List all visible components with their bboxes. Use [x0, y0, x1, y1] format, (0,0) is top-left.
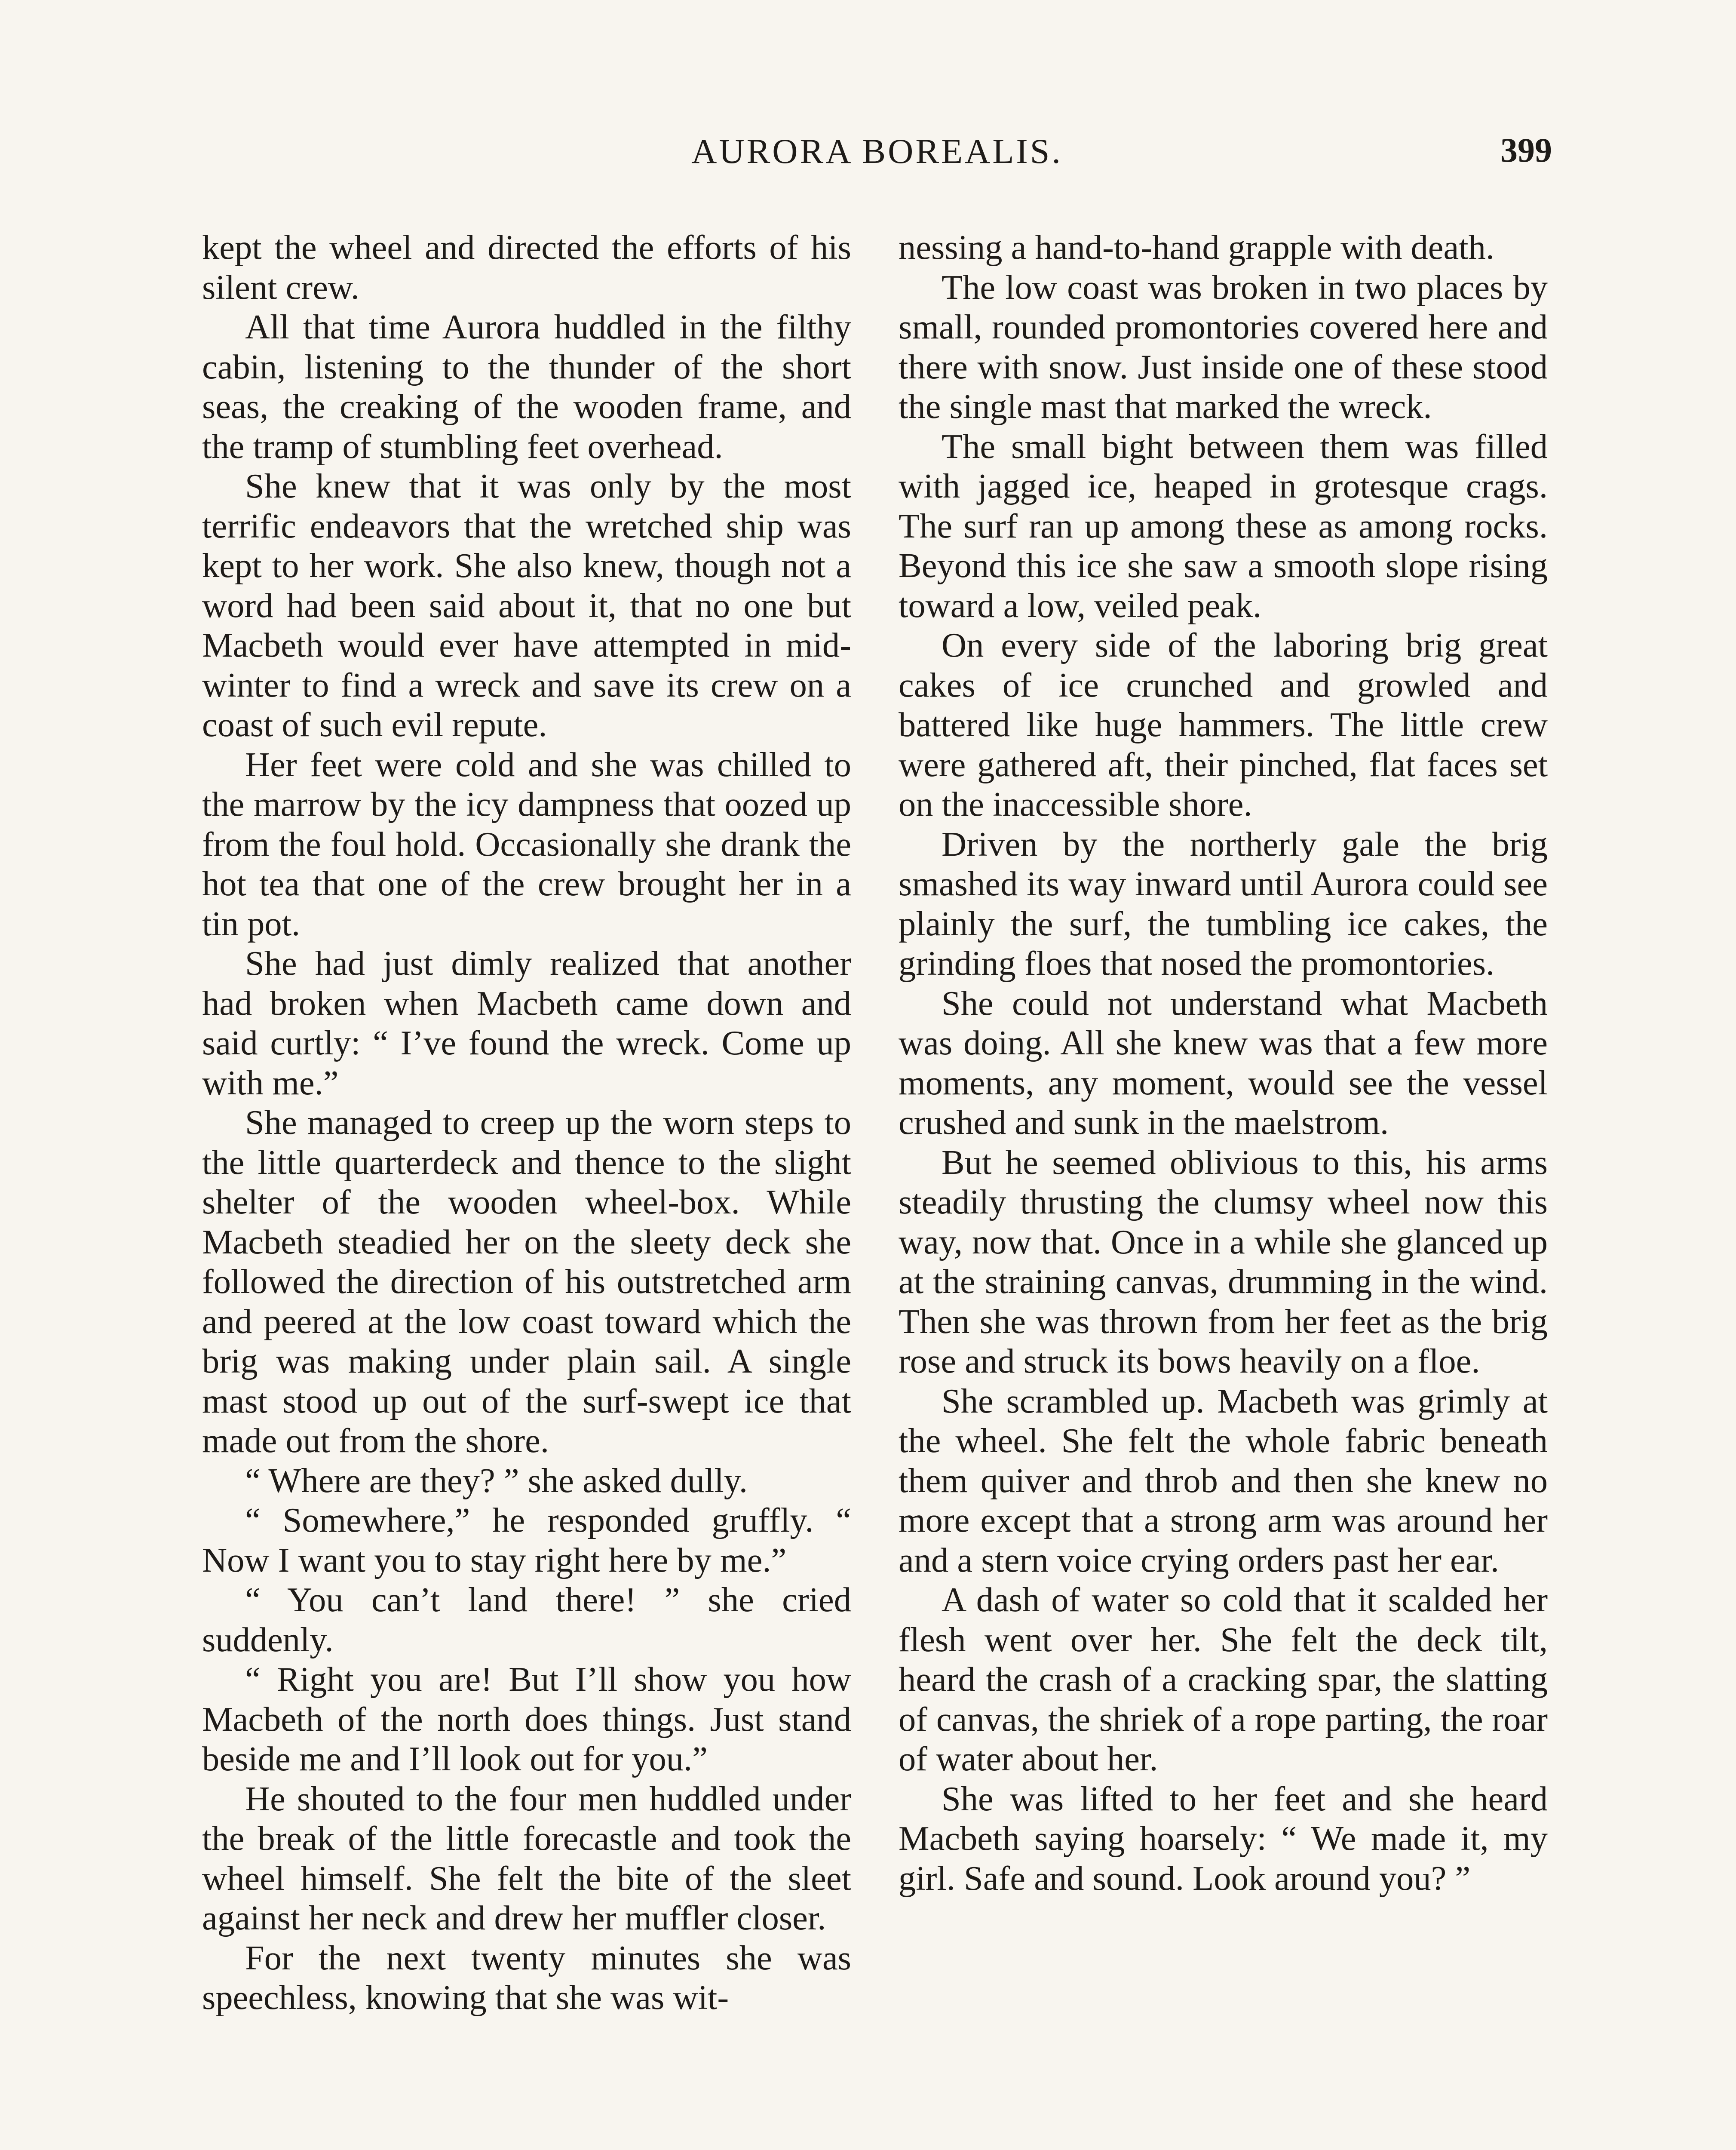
paragraph: She knew that it was only by the most terrific endeavors that the wretched ship was kept to her work. She also knew, though not a word had been said about it, that no one but Macbeth would ever have attempted in mid-winter to find a wreck and save its crew on a coast of such evil repute. [202, 467, 851, 744]
paragraph: All that time Aurora huddled in the filthy cabin, listening to the thunder of the short seas, the creaking of the wooden frame, and the tramp of stumbling feet overhead. [202, 308, 851, 466]
right-column [899, 228, 1548, 1898]
paragraph: She was lifted to her feet and she heard Macbeth saying hoarsely: “ We made it, my girl. Safe and sound. Look around you? ” [899, 1779, 1548, 1898]
paragraph: She managed to creep up the worn steps to the little quarterdeck and thence to the slight shelter of the wooden wheel-box. While Macbeth steadied her on the sleety deck she followed the direction of his outstretched arm and peered at the low coast toward which the brig was making under plain sail. A single mast stood up out of the surf-swept ice that made out from the shore. [202, 1103, 851, 1460]
paragraph: For the next twenty minutes she was speechless, knowing that she was wit- [202, 1938, 851, 2017]
running-title: AURORA BOREALIS. [691, 132, 1063, 171]
paragraph: She could not understand what Macbeth was doing. All she knew was that a few more moments, any moment, would see the vessel crushed and sunk in the maelstrom. [899, 984, 1548, 1142]
paragraph: She had just dimly realized that another had broken when Macbeth came down and said curtly: “ I’ve found the wreck. Come up with me.” [202, 944, 851, 1102]
paragraph: He shouted to the four men huddled under the break of the little forecastle and took the wheel himself. She felt the bite of the sleet against her neck and drew her muffler closer. [202, 1779, 851, 1937]
paragraph: “ You can’t land there! ” she cried suddenly. [202, 1581, 851, 1659]
paragraph: Her feet were cold and she was chilled to the marrow by the icy dampness that oozed up from the foul hold. Occasionally she drank the hot tea that one of the crew brought her in a tin pot. [202, 745, 851, 943]
paragraph: But he seemed oblivious to this, his arms steadily thrusting the clumsy wheel now this way, now that. Once in a while she glanced up at the straining canvas, drumming in the wind. Then she was thrown from her feet as the brig rose and struck its bows heavily on a floe. [899, 1143, 1548, 1380]
paragraph: Driven by the northerly gale the brig smashed its way inward until Aurora could see plainly the surf, the tumbling ice cakes, the grinding floes that nosed the promontories. [899, 825, 1548, 983]
paragraph: “ Right you are! But I’ll show you how Macbeth of the north does things. Just stand beside me and I’ll look out for you.” [202, 1660, 851, 1778]
paragraph: A dash of water so cold that it scalded her flesh went over her. She felt the deck tilt, heard the crash of a cracking spar, the slatting of canvas, the shriek of a rope parting, the roar of water about her. [899, 1581, 1548, 1778]
paragraph: “ Where are they? ” she asked dully. [245, 1461, 748, 1500]
paragraph: She scrambled up. Macbeth was grimly at the wheel. She felt the whole fabric beneath them quiver and throb and then she knew no more except that a strong arm was around her and a stern voice crying orders past her ear. [899, 1382, 1548, 1579]
page-header [202, 131, 1552, 183]
paragraph: The small bight between them was filled with jagged ice, heaped in grotesque crags. The surf ran up among these as among rocks. Beyond this ice she saw a smooth slope rising toward a low, veiled peak. [899, 427, 1548, 625]
paragraph: kept the wheel and directed the efforts of his silent crew. [202, 228, 851, 307]
paragraph: On every side of the laboring brig great cakes of ice crunched and growled and battered like huge hammers. The little crew were gathered aft, their pinched, flat faces set on the inaccessible shore. [899, 626, 1548, 823]
paragraph: The low coast was broken in two places by small, rounded promontories covered here and there with snow. Just inside one of these stood the single mast that marked the wreck. [899, 268, 1548, 426]
paragraph: “ Somewhere,” he responded gruffly. “ Now I want you to stay right here by me.” [202, 1501, 851, 1579]
page-number: 399 [1500, 132, 1552, 169]
paragraph: nessing a hand-to-hand grapple with death. [899, 228, 1494, 267]
left-column [202, 228, 851, 2018]
